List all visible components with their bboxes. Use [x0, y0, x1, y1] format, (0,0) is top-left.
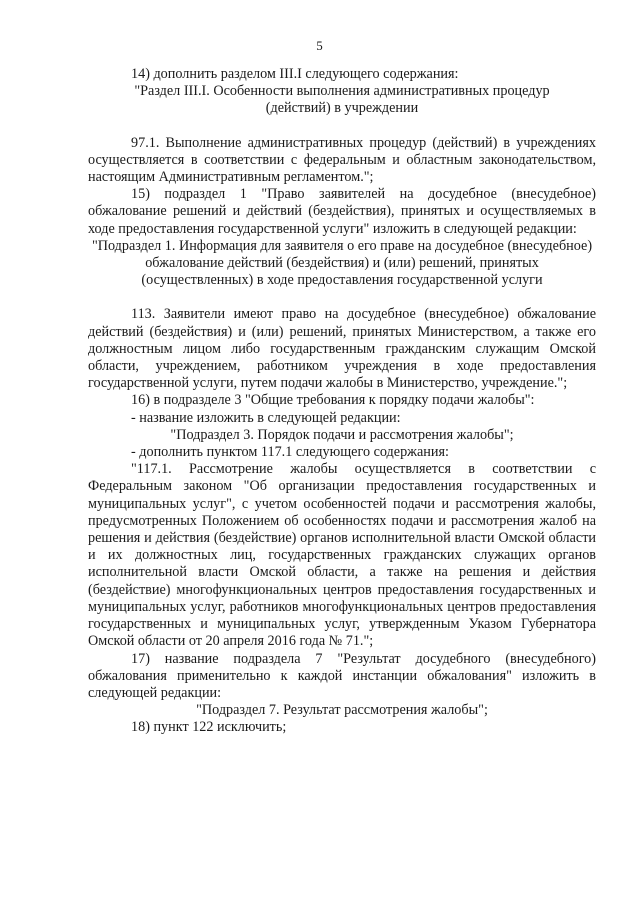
paragraph-117-1: "117.1. Рассмотрение жалобы осуществляется в соответствии с Федеральным законом "Об организации предоставления государственных и муниципальных услуг", с учетом особенностей подачи и рассмотрения жалобы, предусмотренных Положением об особенностях подачи и рассмотрения жалоб на решения и действия (бездействие) органов исполнительной власти Омской области и их должностных лиц, государственных гражданских служащих органов исполнительной власти Омской области, а также на решения и действия (бездействие) многофункциональных центров предоставления государственных и муниципальных услуг, работников многофункциональных центров предоставления государственных и муниципальных услуг, утвержденным Указом Губернатора Омской области от 20 апреля 2016 года № 71."; — [88, 461, 596, 650]
paragraph-113: 113. Заявители имеют право на досудебное (внесудебное) обжалование действий (бездействия) и (или) решений, принятых Министерством, а также его должностным лицом либо государственным гражданским служащим Омской области, учреждением, работником учреждения в ходе предоставления государственной услуги, путем подачи жалобы в Министерство, учреждение."; — [88, 306, 596, 392]
subsection-3-heading: "Подраздел 3. Порядок подачи и рассмотрения жалобы"; — [170, 426, 514, 443]
subsection-7-heading: "Подраздел 7. Результат рассмотрения жалобы"; — [196, 702, 488, 719]
paragraph-97-1: 97.1. Выполнение административных процедур (действий) в учреждениях осуществляется в соответствии с федеральным и областным законодательством, настоящим Административным регламентом."; — [88, 134, 596, 186]
document-body — [88, 66, 596, 737]
item-15: 15) подраздел 1 "Право заявителей на досудебное (внесудебное) обжалование решений и действий (бездействия), принятых и осуществляемых в ходе предоставления государственной услуги" изложить в следующей редакции: — [88, 186, 596, 237]
subsection-1-heading: "Подраздел 1. Информация для заявителя о его праве на досудебное (внесудебное) обжалование действий (бездействия) и (или) решений, принятых (осуществленных) в ходе предоставления государственной услуги — [91, 237, 593, 289]
item-16: 16) в подразделе 3 "Общие требования к порядку подачи жалобы": — [131, 392, 535, 409]
item-17: 17) название подраздела 7 "Результат досудебного (внесудебного) обжалования применительно к каждой инстанции обжалования" изложить в следующей редакции: — [88, 650, 596, 701]
item-16-add: - дополнить пунктом 117.1 следующего содержания: — [131, 444, 449, 461]
item-16-name: - название изложить в следующей редакции: — [131, 409, 401, 426]
item-18: 18) пункт 122 исключить; — [131, 719, 287, 736]
item-14: 14) дополнить разделом III.I следующего содержания: — [131, 66, 459, 82]
section-heading: "Раздел III.I. Особенности выполнения административных процедур (действий) в учреждении — [134, 83, 550, 117]
page-number: 5 — [316, 38, 323, 53]
